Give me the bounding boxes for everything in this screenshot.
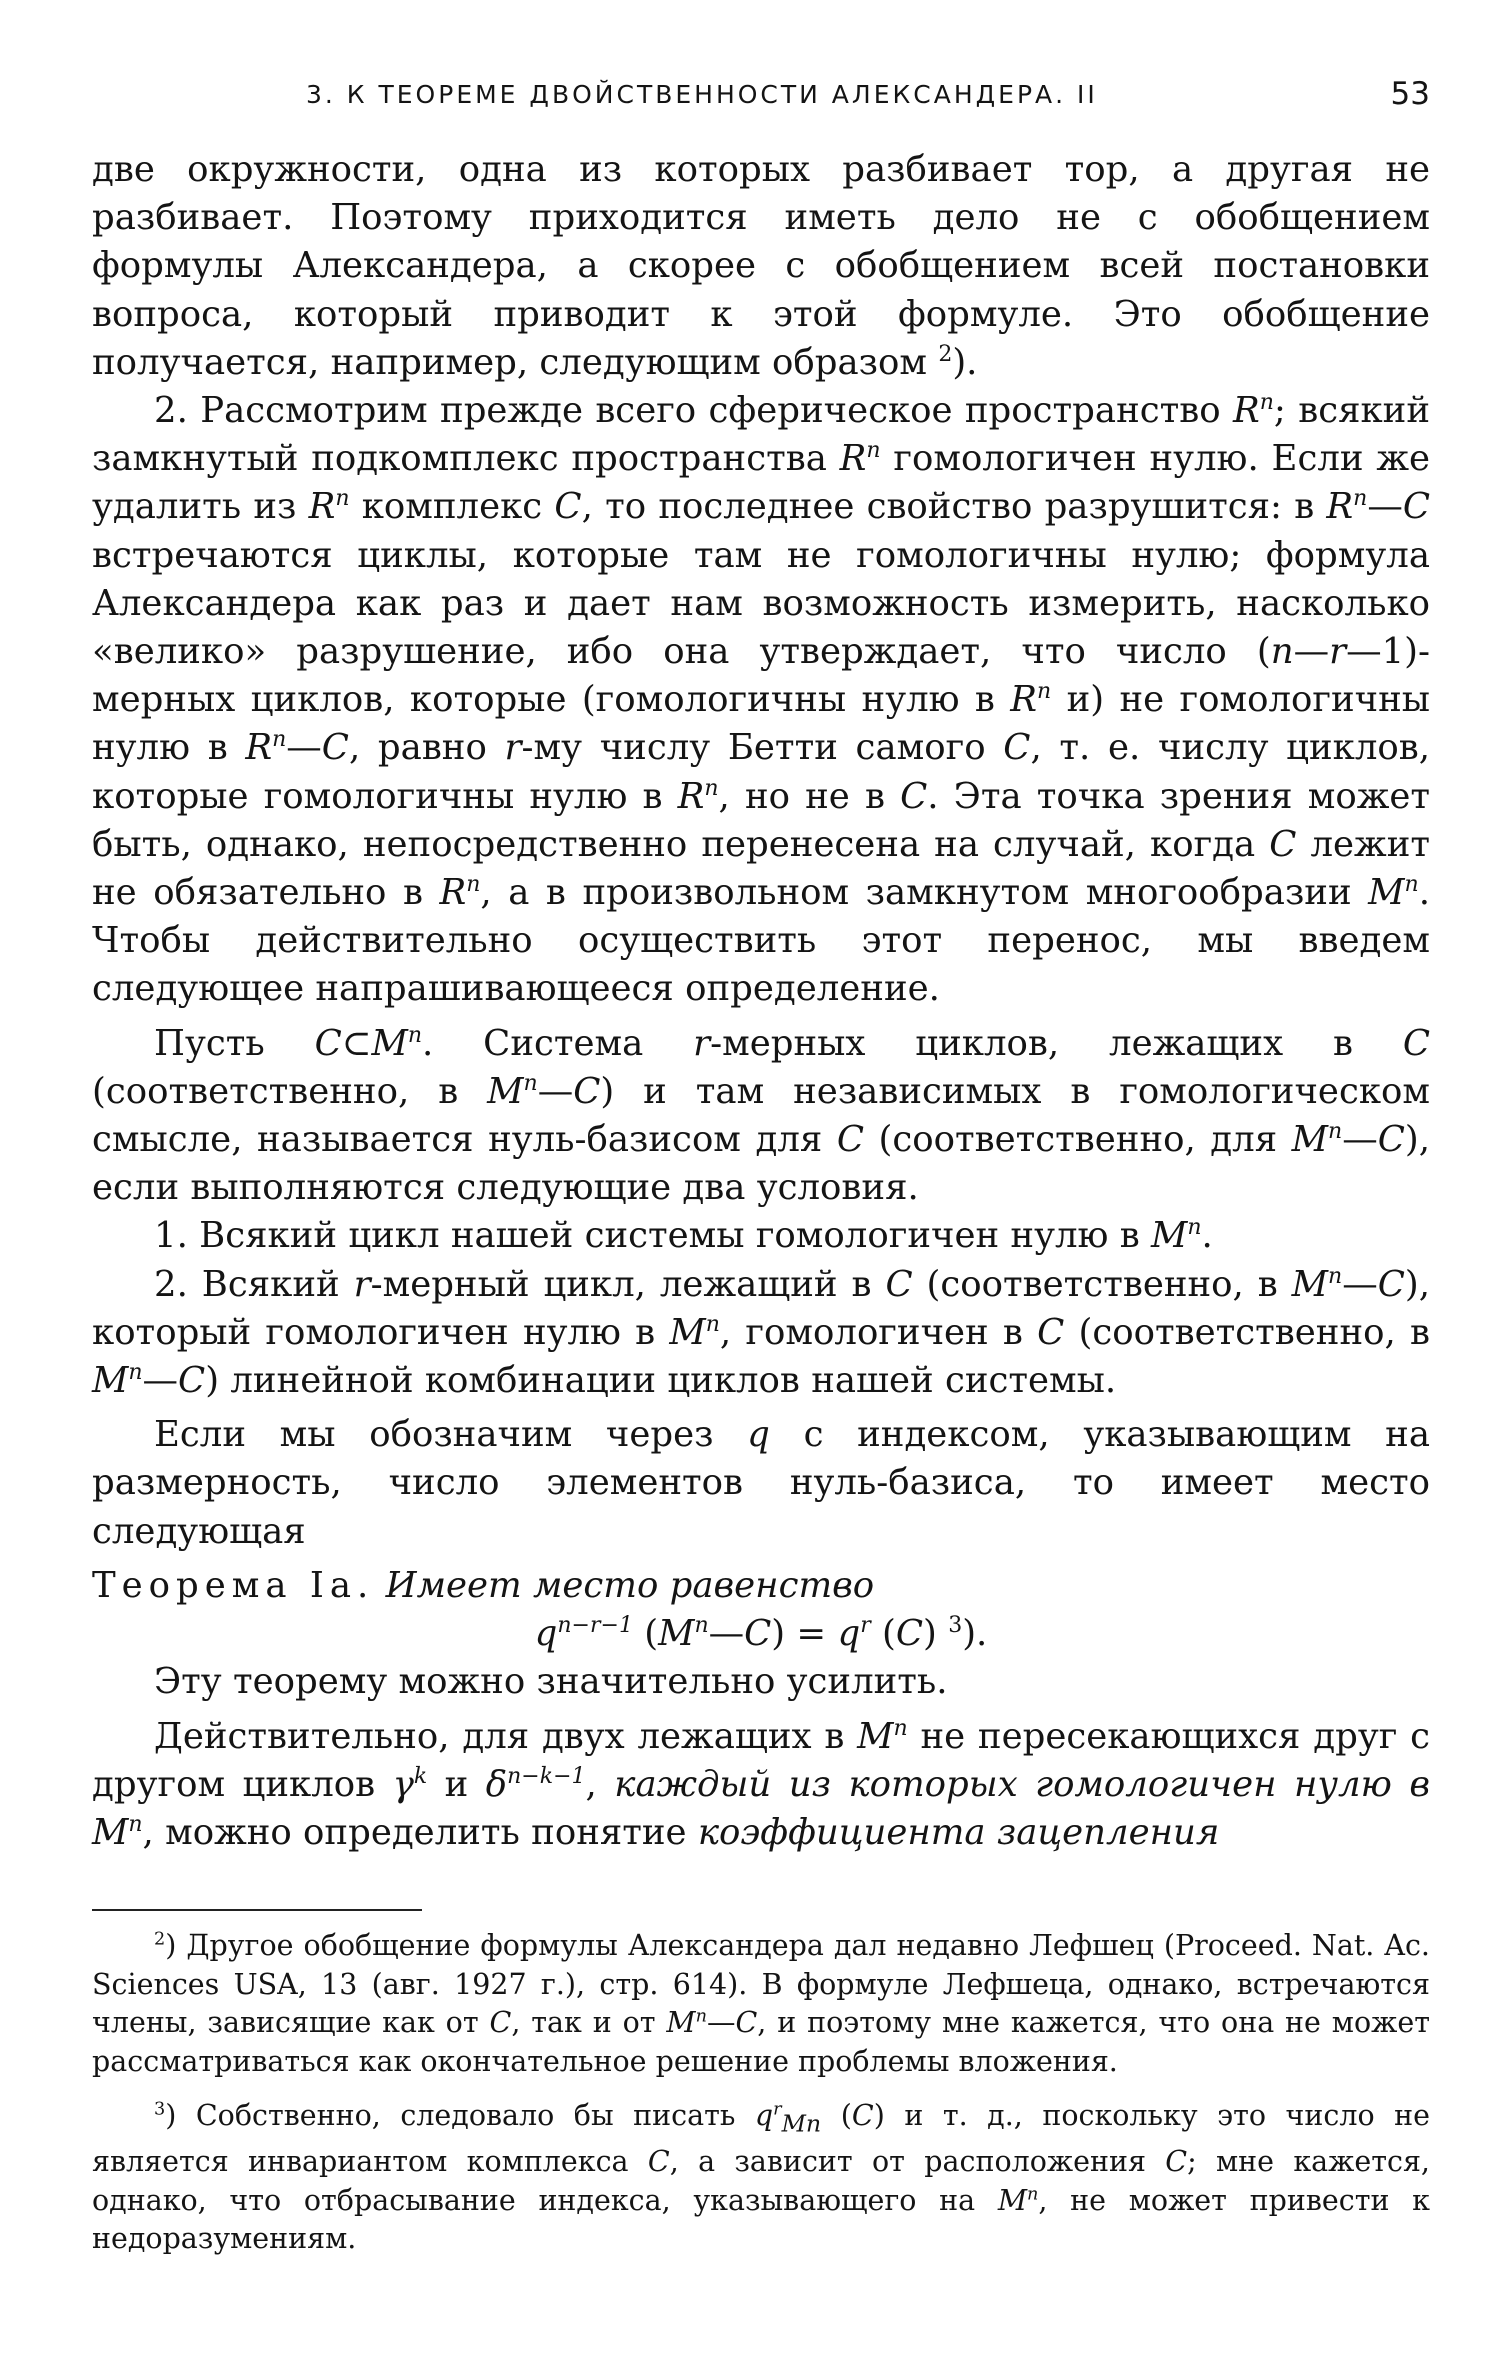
paragraph-4: Если мы обозначим через q с индексом, указывающим на размерность, число элементов нуль-базиса, то имеет место следующая — [92, 1414, 1430, 1552]
footnote-3: $^3$) Собственно, следовало бы писать $q^r_{Mn}$ (C) и т. д., поскольку это число не является инвариантом комплекса C, а зависит от расположения C; мне кажется, однако, что отбрасывание индекса, указывающего на $M^n$, не может привести к недоразумениям. — [92, 2099, 1430, 2256]
theorem-statement: Имеет место равенство — [385, 1564, 875, 1606]
page-header — [92, 72, 1430, 132]
theorem-label: Теорема Iа. — [92, 1564, 375, 1606]
main-text — [92, 146, 1430, 1857]
condition-2: 2. Всякий r-мерный цикл, лежащий в C (соответственно, в $M^n—C$), который гомологичен нулю в $M^n$, гомологичен в C (соответственно, в $M^n—C$) линейной комбинации циклов нашей системы. — [92, 1263, 1430, 1402]
page-number: 53 — [1390, 76, 1430, 112]
footnotes — [92, 1927, 1430, 2259]
footnote-ref-2[interactable]: 2 — [938, 341, 953, 367]
footnote-divider — [92, 1909, 422, 1911]
theorem — [92, 1562, 1430, 1610]
condition-1: 1. Всякий цикл нашей системы гомологичен нулю в $M^n$. — [154, 1215, 1213, 1257]
footnote-ref-3[interactable]: 3 — [948, 1613, 963, 1639]
book-page — [92, 72, 1430, 2275]
footnote-2: $^2$) Другое обобщение формулы Александера дал недавно Лефшец (Proceed. Nat. Ac. Sciences USA, 13 (авг. 1927 г.), стр. 614). В формуле Лефшеца, однако, встречаются члены, зависящие как от C, так и от $M^n—C$, и поэтому мне кажется, что она не может рассматриваться как окончательное решение проблемы вложения. — [92, 1929, 1430, 2078]
running-title: 3. К ТЕОРЕМЕ ДВОЙСТВЕННОСТИ АЛЕКСАНДЕРА. II — [306, 80, 1098, 109]
paragraph-3: Пусть $C\subset M^n$. Система r-мерных циклов, лежащих в C (соответственно, в $M^n—C$) и там независимых в гомологическом смысле, называется нуль-базисом для C (соответственно, для $M^n—C$), если выполняются следующие два условия. — [92, 1022, 1430, 1209]
paragraph-5: Эту теорему можно значительно усилить. — [154, 1661, 948, 1703]
paragraph-6: Действительно, для двух лежащих в $M^n$ не пересекающихся друг с другом циклов $\gamma^k$ и $\delta^{n-k-1}$, каждый из которых гомологичен нулю в $M^n$, можно определить понятие коэффициента зацепления — [92, 1715, 1430, 1853]
paragraph-1: две окружности, одна из которых разбивает тор, а другая не разбивает. Поэтому приходится иметь дело не с обобщением формулы Александера, а скорее с обобщением всей постановки вопроса, который приводит к этой формуле. Это обобщение получается, например, следующим образом $^2$). — [92, 149, 1430, 383]
paragraph-2: 2. Рассмотрим прежде всего сферическое пространство $R^n$; всякий замкнутый подкомплекс пространства $R^n$ гомологичен нулю. Если же удалить из $R^n$ комплекс C, то последнее свойство разрушится: в $R^n—C$ встречаются циклы, которые там не гомологичны нулю; формула Александера как раз и дает нам возможность измерить, насколько «велико» разрушение, ибо она утверждает, что число (n—r—1)-мерных циклов, которые (гомологичны нулю в $R^n$ и) не гомологичны нулю в $R^n—C$, равно r-му числу Бетти самого C, т. е. числу циклов, которые гомологичны нулю в $R^n$, но не в C. Эта точка зрения может быть, однако, непосредственно перенесена на случай, когда C лежит не обязательно в $R^n$, а в произвольном замкнутом многообразии $M^n$. Чтобы действительно осуществить этот перенос, мы введем следующее напрашивающееся определение. — [92, 390, 1431, 1010]
formula: $q^{n-r-1}$ $(M^n—C) = q^r$ (C) $^3$). — [534, 1613, 988, 1655]
